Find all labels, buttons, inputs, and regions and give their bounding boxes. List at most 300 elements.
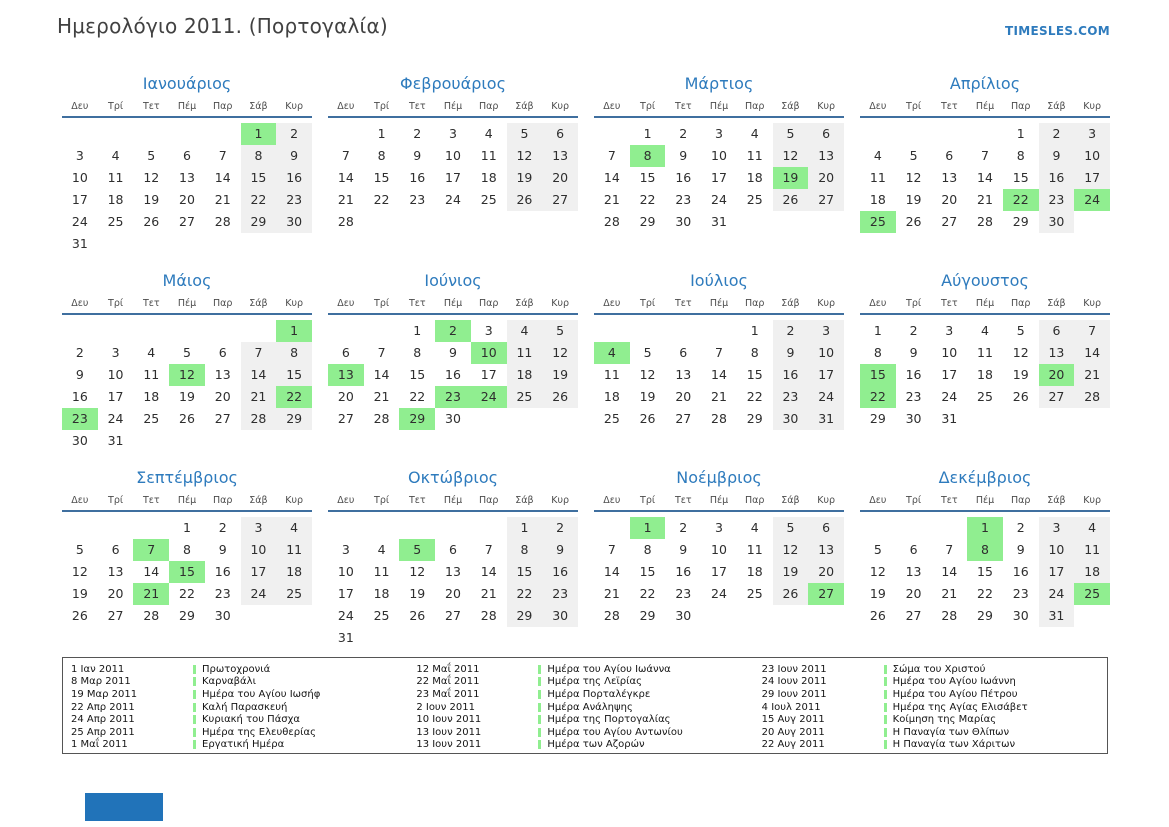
day-cell: 30 [675, 608, 692, 623]
day-cell: 20 [941, 192, 958, 207]
day-header: Κυρ [1083, 298, 1102, 309]
holiday-day-cell: 13 [328, 364, 364, 386]
day-cell: 29 [977, 608, 993, 623]
day-header: Κυρ [285, 298, 304, 309]
legend-column-3 [762, 663, 1107, 751]
day-cell: 29 [507, 605, 543, 627]
legend-holiday-name: Ημέρα του Αγίου Ιωσήφ [202, 688, 321, 700]
day-cell: 22 [639, 192, 656, 207]
day-cell: 18 [480, 170, 497, 185]
day-header: Δευ [337, 495, 355, 506]
holiday-marker-icon [193, 740, 196, 749]
day-cell: 31 [1039, 605, 1075, 627]
legend-date: 8 Μαρ 2011 [71, 676, 131, 688]
day-cell: 16 [276, 167, 312, 189]
day-cell: 30 [276, 211, 312, 233]
day-cell: 4 [484, 126, 493, 141]
day-cell: 6 [1039, 320, 1075, 342]
month-title: Αύγουστος [941, 271, 1029, 290]
legend-row [71, 726, 416, 739]
page-title: Ημερολόγιο 2011. (Πορτογαλία) [57, 14, 388, 38]
day-cell: 17 [241, 561, 277, 583]
day-cell: 11 [507, 342, 543, 364]
legend-row [416, 713, 761, 726]
day-cell: 18 [1074, 561, 1110, 583]
legend-date: 1 Ιαν 2011 [71, 663, 125, 675]
month-3 [594, 74, 844, 255]
day-cell: 21 [337, 192, 354, 207]
holiday-marker-icon [193, 728, 196, 737]
day-cell: 28 [603, 214, 620, 229]
day-cell: 4 [147, 345, 156, 360]
day-cell: 18 [603, 389, 620, 404]
day-header: Πέμ [975, 101, 995, 112]
day-cell: 2 [218, 520, 227, 535]
day-cell: 7 [484, 542, 493, 557]
day-cell: 17 [71, 192, 88, 207]
day-header: Τετ [142, 495, 160, 506]
legend-date: 20 Αυγ 2011 [761, 726, 825, 738]
day-cell: 21 [977, 192, 993, 207]
holiday-marker-icon [538, 665, 541, 674]
empty-cell [931, 123, 967, 145]
day-cell: 29 [869, 411, 886, 426]
day-cell: 1 [183, 520, 191, 535]
day-cell: 29 [639, 608, 656, 623]
holiday-marker-icon [193, 703, 196, 712]
day-header-row [594, 494, 844, 512]
day-cell: 16 [1012, 564, 1029, 579]
day-cell: 20 [337, 389, 354, 404]
day-cell: 7 [241, 342, 277, 364]
day-cell: 28 [143, 608, 160, 623]
day-header: Σάβ [515, 298, 534, 309]
day-cell: 13 [179, 170, 195, 185]
day-header-row [594, 297, 844, 315]
day-cell: 26 [143, 214, 160, 229]
holiday-day-cell: 25 [1074, 583, 1110, 605]
month-5 [62, 271, 312, 452]
day-cell: 28 [241, 408, 277, 430]
day-cell: 9 [679, 148, 688, 163]
day-cell: 12 [143, 170, 160, 185]
day-cell: 27 [214, 411, 231, 426]
day-header: Δευ [869, 298, 887, 309]
day-cell: 8 [276, 342, 312, 364]
day-cell: 23 [409, 192, 426, 207]
legend-row [762, 701, 1107, 714]
day-header: Τετ [142, 101, 160, 112]
day-cell: 23 [905, 389, 922, 404]
day-cell: 31 [808, 408, 844, 430]
day-cell: 14 [941, 564, 958, 579]
day-cell: 12 [869, 564, 886, 579]
month-title: Μάιος [162, 271, 212, 290]
day-cell: 6 [542, 123, 578, 145]
day-header: Δευ [337, 298, 355, 309]
day-cell: 24 [71, 214, 88, 229]
day-cell: 18 [143, 389, 160, 404]
day-header: Τρί [374, 495, 390, 506]
holiday-marker-icon [193, 715, 196, 724]
day-header: Παρ [744, 495, 765, 506]
day-cell: 10 [445, 148, 461, 163]
holiday-day-cell: 19 [773, 167, 809, 189]
day-cell: 17 [711, 564, 727, 579]
holiday-day-cell: 1 [630, 517, 666, 539]
day-cell: 14 [241, 364, 277, 386]
holiday-day-cell: 22 [1003, 189, 1039, 211]
day-cell: 17 [445, 170, 461, 185]
holiday-marker-icon [193, 690, 196, 699]
day-header-row [594, 100, 844, 118]
legend-holiday-name: Ημέρα της Αγίας Ελισάβετ [892, 701, 1028, 713]
empty-cell [169, 123, 205, 145]
holiday-marker-icon [884, 728, 887, 737]
day-header: Τρί [640, 495, 656, 506]
day-cell: 1 [643, 126, 652, 141]
day-cell: 8 [873, 345, 882, 360]
legend-holiday-name: Ημέρα του Αγίου Αντωνίου [547, 726, 683, 738]
day-cell: 30 [1012, 608, 1029, 623]
day-header: Σάβ [1047, 101, 1066, 112]
day-cell: 1 [507, 517, 543, 539]
day-cell: 28 [214, 214, 231, 229]
day-cell: 7 [945, 542, 954, 557]
day-cell: 14 [1074, 342, 1110, 364]
day-cell: 8 [377, 148, 386, 163]
day-cell: 17 [808, 364, 844, 386]
holiday-day-cell: 1 [276, 320, 312, 342]
day-cell: 28 [480, 608, 497, 623]
day-cell: 26 [409, 608, 426, 623]
holiday-day-cell: 8 [967, 539, 1003, 561]
day-cell: 10 [107, 367, 124, 382]
day-cell: 19 [869, 586, 886, 601]
day-cell: 17 [1074, 167, 1110, 189]
empty-cell [594, 123, 630, 145]
brand-link[interactable]: TIMESLES.COM [1004, 24, 1110, 38]
legend-holiday-name: Κοίμηση της Μαρίας [892, 714, 997, 726]
legend-date: 25 Απρ 2011 [71, 726, 135, 738]
month-7 [594, 271, 844, 452]
day-cell: 25 [507, 386, 543, 408]
day-cell: 13 [214, 367, 231, 382]
day-cell: 22 [241, 189, 277, 211]
day-cell: 19 [409, 586, 426, 601]
day-cell: 27 [1039, 386, 1075, 408]
day-header: Πέμ [709, 495, 729, 506]
day-cell: 27 [337, 411, 354, 426]
day-cell: 26 [639, 411, 656, 426]
day-cell: 2 [413, 126, 422, 141]
day-header: Τετ [674, 298, 692, 309]
legend-row [762, 688, 1107, 701]
holiday-day-cell: 23 [62, 408, 98, 430]
day-header: Σάβ [781, 495, 800, 506]
day-header: Πέμ [975, 298, 995, 309]
day-header: Παρ [1010, 101, 1031, 112]
day-cell: 9 [449, 345, 457, 360]
day-header: Κυρ [817, 298, 836, 309]
empty-cell [328, 320, 364, 342]
day-cell: 27 [808, 189, 844, 211]
day-cell: 27 [542, 189, 578, 211]
day-cell: 27 [905, 608, 922, 623]
empty-cell [62, 320, 98, 342]
day-cell: 7 [1074, 320, 1110, 342]
legend-date: 19 Μαρ 2011 [71, 688, 138, 700]
legend-holiday-name: Ημέρα των Αζορών [547, 739, 645, 751]
day-header: Τρί [374, 101, 390, 112]
legend-date: 4 Ιουλ 2011 [761, 701, 821, 713]
day-header: Παρ [212, 495, 233, 506]
day-cell: 25 [480, 192, 497, 207]
day-cell: 3 [945, 323, 954, 338]
holiday-day-cell: 24 [471, 386, 507, 408]
day-cell: 25 [603, 411, 620, 426]
day-header: Σάβ [781, 101, 800, 112]
day-header-row [860, 494, 1110, 512]
day-cell: 9 [1016, 542, 1025, 557]
month-title: Ιούνιος [424, 271, 482, 290]
day-cell: 30 [542, 605, 578, 627]
legend-date: 13 Ιουν 2011 [416, 739, 482, 751]
day-header: Κυρ [1083, 495, 1102, 506]
holiday-day-cell: 2 [435, 320, 471, 342]
day-header: Τετ [408, 298, 426, 309]
day-cell: 9 [75, 367, 84, 382]
day-cell: 6 [341, 345, 350, 360]
day-cell: 21 [480, 586, 497, 601]
day-cell: 6 [183, 148, 191, 163]
day-cell: 3 [484, 323, 493, 338]
day-cell: 10 [337, 564, 354, 579]
day-cell: 13 [542, 145, 578, 167]
day-cell: 2 [679, 126, 688, 141]
day-cell: 1 [377, 126, 386, 141]
empty-cell [967, 123, 1003, 145]
day-cell: 23 [1039, 189, 1075, 211]
day-cell: 2 [773, 320, 809, 342]
day-cell: 11 [276, 539, 312, 561]
day-header: Παρ [478, 101, 499, 112]
month-dates [328, 517, 578, 649]
day-cell: 15 [977, 564, 993, 579]
day-cell: 6 [218, 345, 227, 360]
holiday-marker-icon [538, 715, 541, 724]
day-cell: 22 [179, 586, 195, 601]
empty-cell [328, 517, 364, 539]
day-cell: 16 [675, 564, 692, 579]
day-header: Τετ [674, 101, 692, 112]
empty-cell [594, 517, 630, 539]
day-cell: 9 [218, 542, 227, 557]
day-cell: 20 [542, 167, 578, 189]
day-cell: 5 [1016, 323, 1025, 338]
month-dates [860, 517, 1110, 627]
holiday-day-cell: 12 [169, 364, 205, 386]
day-cell: 17 [480, 367, 497, 382]
day-cell: 13 [808, 145, 844, 167]
day-cell: 15 [507, 561, 543, 583]
day-cell: 19 [1012, 367, 1029, 382]
day-cell: 5 [643, 345, 652, 360]
month-dates [62, 517, 312, 627]
day-header-row [328, 100, 578, 118]
day-cell: 16 [445, 367, 461, 382]
legend-row [416, 663, 761, 676]
legend-row [762, 739, 1107, 752]
day-cell: 13 [107, 564, 124, 579]
day-cell: 8 [643, 542, 652, 557]
day-cell: 19 [905, 192, 922, 207]
day-cell: 30 [214, 608, 231, 623]
day-cell: 18 [507, 364, 543, 386]
day-header: Τρί [906, 495, 922, 506]
day-cell: 20 [107, 586, 124, 601]
day-cell: 18 [869, 192, 886, 207]
day-header: Τετ [408, 495, 426, 506]
day-cell: 19 [71, 586, 88, 601]
day-cell: 30 [445, 411, 461, 426]
day-cell: 12 [71, 564, 88, 579]
day-cell: 20 [675, 389, 692, 404]
day-cell: 29 [746, 411, 763, 426]
day-cell: 18 [373, 586, 390, 601]
day-cell: 6 [679, 345, 688, 360]
day-cell: 12 [507, 145, 543, 167]
day-cell: 19 [179, 389, 195, 404]
day-cell: 18 [276, 561, 312, 583]
day-cell: 20 [179, 192, 195, 207]
day-cell: 10 [241, 539, 277, 561]
legend-row [71, 688, 416, 701]
empty-cell [241, 320, 277, 342]
day-cell: 10 [941, 345, 958, 360]
day-header: Κυρ [285, 101, 304, 112]
day-cell: 23 [773, 386, 809, 408]
day-cell: 14 [603, 564, 620, 579]
day-cell: 11 [107, 170, 124, 185]
day-header: Πέμ [975, 495, 995, 506]
holiday-day-cell: 27 [808, 583, 844, 605]
day-cell: 3 [715, 520, 723, 535]
day-cell: 22 [507, 583, 543, 605]
day-header: Τρί [108, 298, 124, 309]
day-cell: 4 [873, 148, 882, 163]
day-cell: 26 [507, 189, 543, 211]
day-cell: 17 [107, 389, 124, 404]
day-header-row [860, 100, 1110, 118]
legend-row [71, 676, 416, 689]
legend-row [71, 713, 416, 726]
day-header: Πέμ [443, 495, 463, 506]
day-header: Σάβ [249, 495, 268, 506]
day-cell: 3 [1074, 123, 1110, 145]
day-cell: 9 [276, 145, 312, 167]
day-header: Κυρ [1083, 101, 1102, 112]
day-cell: 23 [542, 583, 578, 605]
day-header-row [62, 100, 312, 118]
day-cell: 3 [341, 542, 350, 557]
legend-holiday-name: Κυριακή του Πάσχα [202, 714, 300, 726]
day-cell: 3 [449, 126, 457, 141]
day-cell: 13 [941, 170, 958, 185]
day-header: Παρ [212, 101, 233, 112]
day-cell: 21 [214, 192, 231, 207]
day-cell: 28 [337, 214, 354, 229]
holiday-marker-icon [193, 665, 196, 674]
day-cell: 24 [808, 386, 844, 408]
day-header: Τετ [142, 298, 160, 309]
day-header: Τρί [906, 101, 922, 112]
day-header: Δευ [71, 101, 89, 112]
day-cell: 24 [941, 389, 958, 404]
bottom-logo-bar [85, 793, 163, 821]
day-cell: 11 [1074, 539, 1110, 561]
day-cell: 21 [373, 389, 390, 404]
day-cell: 11 [746, 148, 763, 163]
day-cell: 3 [715, 126, 723, 141]
month-8 [860, 271, 1110, 452]
empty-cell [364, 517, 400, 539]
day-cell: 26 [905, 214, 922, 229]
holiday-marker-icon [538, 703, 541, 712]
month-4 [860, 74, 1110, 255]
month-title: Σεπτέμβριος [136, 468, 238, 487]
empty-cell [931, 517, 967, 539]
day-cell: 21 [241, 386, 277, 408]
day-cell: 21 [603, 192, 620, 207]
calendar-grid [62, 74, 1110, 649]
empty-cell [98, 320, 134, 342]
day-cell: 24 [107, 411, 124, 426]
empty-cell [328, 123, 364, 145]
day-cell: 6 [909, 542, 918, 557]
day-cell: 1 [1016, 126, 1025, 141]
day-cell: 11 [143, 367, 160, 382]
day-cell: 16 [542, 561, 578, 583]
empty-cell [133, 517, 169, 539]
day-header-row [328, 297, 578, 315]
day-cell: 28 [603, 608, 620, 623]
day-cell: 13 [675, 367, 692, 382]
day-cell: 31 [107, 433, 124, 448]
legend-date: 10 Ιουν 2011 [416, 714, 482, 726]
month-title: Ιανουάριος [142, 74, 232, 93]
legend-holiday-name: Εργατική Ημέρα [202, 739, 285, 751]
day-cell: 12 [773, 539, 809, 561]
day-cell: 14 [373, 367, 390, 382]
legend-holiday-name: Η Παναγία των Χάριτων [892, 739, 1016, 751]
day-header: Τετ [674, 495, 692, 506]
legend-row [762, 663, 1107, 676]
day-cell: 9 [1039, 145, 1075, 167]
legend-row [762, 726, 1107, 739]
day-header: Παρ [478, 495, 499, 506]
day-cell: 15 [241, 167, 277, 189]
day-cell: 22 [746, 389, 763, 404]
day-cell: 2 [909, 323, 918, 338]
month-dates [594, 123, 844, 233]
day-cell: 18 [746, 170, 763, 185]
day-cell: 20 [808, 167, 844, 189]
day-header: Δευ [71, 495, 89, 506]
legend-holiday-name: Ημέρα του Αγίου Πέτρου [892, 688, 1018, 700]
legend-column-1 [71, 663, 416, 751]
day-cell: 29 [241, 211, 277, 233]
